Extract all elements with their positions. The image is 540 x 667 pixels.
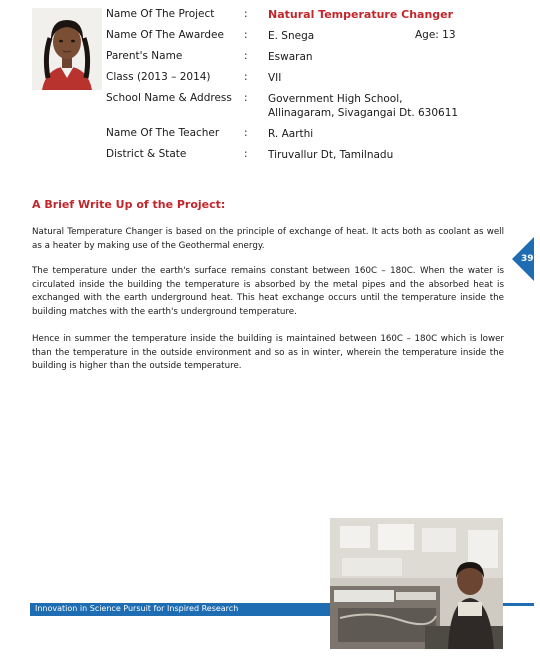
writeup-heading: A Brief Write Up of the Project:: [32, 198, 226, 211]
parent-label: Parent's Name: [106, 50, 183, 62]
writeup-paragraph-3: Hence in summer the temperature inside the building is maintained between 160C – 180C which is lower than the temperature in the outside environment and so as in winter, wherein the temperature inside the building is higher than the outside temperature.: [32, 334, 504, 371]
school-label: School Name & Address: [106, 92, 232, 104]
teacher-label: Name Of The Teacher: [106, 127, 220, 139]
student-portrait: [32, 8, 102, 90]
awardee-label: Name Of The Awardee: [106, 29, 224, 41]
project-photo-image: [330, 518, 503, 649]
colon: :: [244, 29, 248, 41]
project-photo: [330, 518, 503, 649]
awardee-age: Age: 13: [415, 29, 456, 41]
district-label: District & State: [106, 148, 187, 160]
school-address-line2: Allinagaram, Sivagangai Dt. 630611: [268, 107, 459, 119]
project-label: Name Of The Project: [106, 8, 215, 20]
writeup-paragraph-2: The temperature under the earth's surface remains constant between 160C – 180C. When the water is circulated inside the building the temperature is absorbed by the metal pipes and the absorbed heat is exchanged with the earth underground heat. This heat exchange occurs until the temperature inside the building matches with the earth's underground temperature.: [32, 266, 504, 317]
footer-bar: [30, 603, 330, 616]
project-name: Natural Temperature Changer: [268, 8, 454, 21]
colon: :: [244, 50, 248, 62]
colon: :: [244, 92, 248, 104]
class-value: VII: [268, 72, 282, 84]
colon: :: [244, 71, 248, 83]
colon: :: [244, 127, 248, 139]
school-address-line1: Government High School,: [268, 93, 403, 105]
footer-rule: [503, 603, 534, 606]
writeup-paragraph-1: Natural Temperature Changer is based on the principle of exchange of heat. It acts both as coolant as well as a heater by making use of the Geothermal energy.: [32, 227, 504, 251]
teacher-name: R. Aarthi: [268, 128, 314, 140]
school-address: [268, 92, 458, 120]
awardee-name: E. Snega: [268, 30, 315, 42]
colon: :: [244, 148, 248, 160]
student-portrait-image: [32, 8, 102, 90]
district-value: Tiruvallur Dt, Tamilnadu: [268, 149, 394, 161]
page-number: 395: [521, 254, 540, 264]
class-label: Class (2013 – 2014): [106, 71, 211, 83]
footer-text: Innovation in Science Pursuit for Inspired Research: [35, 604, 239, 613]
parent-name: Eswaran: [268, 51, 313, 63]
colon: :: [244, 8, 248, 20]
